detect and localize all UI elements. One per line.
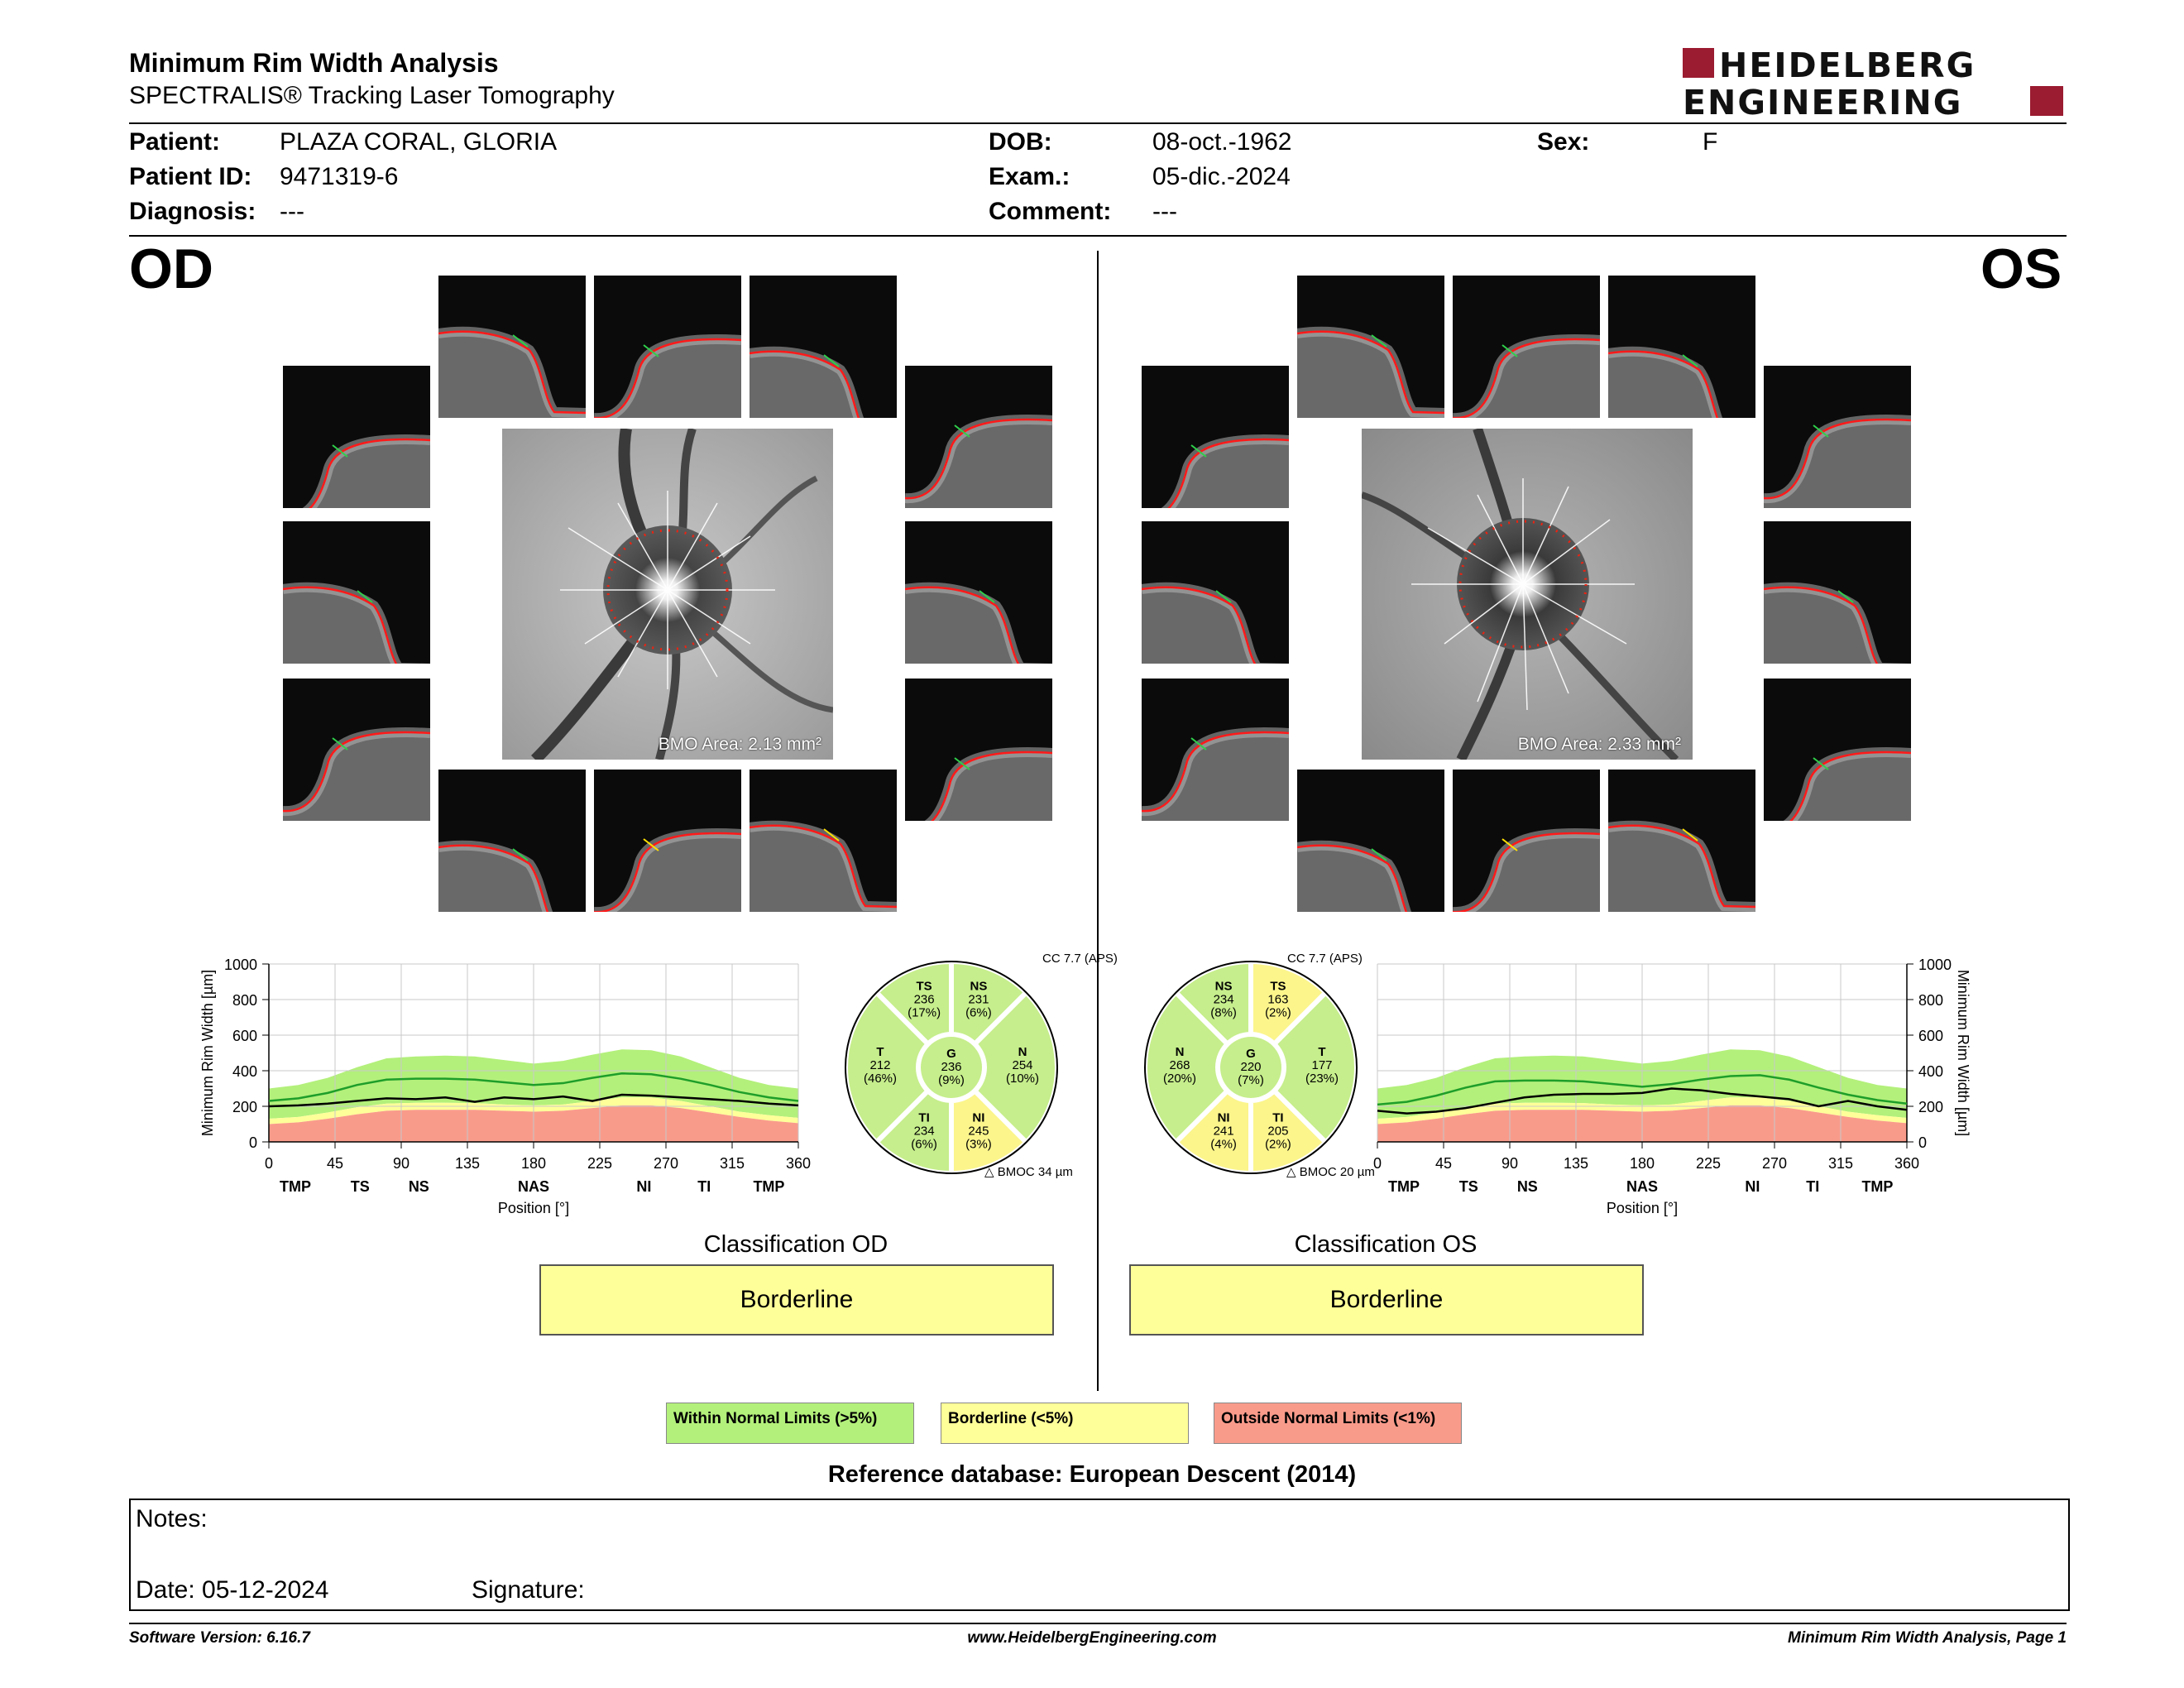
sector-text: N — [1175, 1045, 1185, 1059]
patient-label: Patient: — [129, 128, 221, 156]
report-title: Minimum Rim Width Analysis — [129, 48, 499, 78]
sector-text: (6%) — [965, 1005, 992, 1020]
sector-text: (20%) — [1162, 1072, 1197, 1086]
sector-text: 236 — [941, 1060, 962, 1074]
bscan-tile — [1608, 770, 1755, 912]
sector-text: G — [946, 1047, 956, 1061]
bscan-tile — [594, 770, 741, 912]
sector-text: (2%) — [1265, 1137, 1291, 1152]
bscan-tile — [1142, 521, 1289, 664]
exam-value: 05-dic.-2024 — [1152, 163, 1291, 190]
bscan-tile — [905, 366, 1052, 508]
x-tick-label: 180 — [1629, 1155, 1655, 1172]
legend-outside: Outside Normal Limits (<1%) — [1214, 1403, 1462, 1444]
svg-text:ENGINEERING: ENGINEERING — [1683, 83, 1963, 117]
bscan-tile — [1608, 276, 1755, 418]
fundus-image-od — [502, 429, 833, 760]
classification-heading-os: Classification OS — [1294, 1231, 1478, 1258]
bmoc-label-os: △ BMOC 20 µm — [1286, 1165, 1375, 1179]
x-tick-label: 180 — [520, 1155, 547, 1172]
fundus-image-os — [1362, 429, 1693, 760]
y-tick-label: 0 — [1918, 1134, 1928, 1151]
comment-label: Comment: — [989, 198, 1112, 225]
legend-borderline: Borderline (<5%) — [941, 1403, 1189, 1444]
sector-axis-label: NI — [1745, 1178, 1760, 1195]
patient-id-label: Patient ID: — [129, 163, 252, 190]
sex-value: F — [1703, 128, 1718, 156]
bscan-tile — [1453, 770, 1600, 912]
svg-text:HEIDELBERG: HEIDELBERG — [1719, 46, 1976, 85]
sector-text: (8%) — [1210, 1005, 1237, 1020]
bmoc-label-od: △ BMOC 34 µm — [984, 1165, 1073, 1179]
bscan-tile — [283, 366, 430, 508]
x-tick-label: 90 — [1501, 1155, 1519, 1172]
sector-text: (46%) — [863, 1072, 898, 1086]
bscan-tile — [1142, 679, 1289, 821]
sector-text: 234 — [913, 1124, 935, 1139]
signature-label: Signature: — [472, 1576, 585, 1604]
x-tick-label: 270 — [1761, 1155, 1788, 1172]
reference-database: Reference database: European Descent (2014) — [827, 1461, 1357, 1488]
classification-box-od: Borderline — [539, 1264, 1054, 1336]
sector-text: 236 — [913, 992, 935, 1007]
y-tick-label: 800 — [1918, 992, 1944, 1009]
bscan-tile — [1764, 521, 1911, 664]
sector-text: 234 — [1213, 992, 1234, 1007]
x-tick-label: 90 — [392, 1155, 410, 1172]
sector-text: 205 — [1267, 1124, 1289, 1139]
bscan-tile — [1764, 679, 1911, 821]
exam-label: Exam.: — [989, 163, 1070, 190]
sector-text: 254 — [1012, 1058, 1033, 1072]
y-tick-label: 1000 — [223, 957, 257, 973]
notes-label: Notes: — [136, 1505, 208, 1532]
eye-label-os: OS — [1980, 237, 2062, 300]
x-tick-label: 135 — [454, 1155, 481, 1172]
x-tick-label: 225 — [587, 1155, 613, 1172]
page-label: Minimum Rim Width Analysis, Page 1 — [1788, 1629, 2067, 1647]
eye-divider — [1097, 251, 1099, 1391]
sector-text: 220 — [1240, 1060, 1262, 1074]
sector-axis-label: TI — [1806, 1178, 1820, 1195]
y-tick-label: 200 — [232, 1099, 257, 1115]
dob-value: 08-oct.-1962 — [1152, 128, 1292, 156]
bscan-tile — [905, 521, 1052, 664]
sector-axis-label: TMP — [280, 1178, 311, 1195]
legend-normal: Within Normal Limits (>5%) — [666, 1403, 914, 1444]
x-tick-label: 360 — [785, 1155, 812, 1172]
mrw-chart-os — [1357, 952, 2002, 1233]
sector-text: NS — [1214, 979, 1233, 994]
sector-text: 245 — [968, 1124, 989, 1139]
x-tick-label: 315 — [719, 1155, 745, 1172]
x-tick-label: 135 — [1563, 1155, 1589, 1172]
x-tick-label: 45 — [326, 1155, 344, 1172]
bscan-tile — [1142, 366, 1289, 508]
sector-text: NI — [972, 1110, 985, 1125]
y-tick-label: 600 — [1918, 1028, 1944, 1044]
bscan-tile — [1297, 770, 1444, 912]
report-subtitle: SPECTRALIS® Tracking Laser Tomography — [129, 82, 615, 109]
y-axis-label: Minimum Rim Width [µm] — [199, 969, 216, 1137]
y-tick-label: 800 — [232, 992, 257, 1009]
sector-text: N — [1018, 1045, 1027, 1059]
sector-text: (9%) — [938, 1073, 965, 1087]
sector-axis-label: TMP — [1388, 1178, 1420, 1195]
sector-axis-label: NS — [408, 1178, 429, 1195]
mrw-chart-od — [190, 952, 836, 1233]
sector-text: TS — [1270, 979, 1286, 994]
sector-text: (2%) — [1265, 1005, 1291, 1020]
x-tick-label: 0 — [1372, 1155, 1382, 1172]
y-tick-label: 600 — [232, 1028, 257, 1044]
patient-id: 9471319-6 — [280, 163, 399, 190]
bscan-tile — [283, 521, 430, 664]
sector-text: NS — [970, 979, 988, 994]
sector-text: (4%) — [1210, 1137, 1237, 1152]
sex-label: Sex: — [1537, 128, 1590, 156]
sector-pie-os — [1137, 953, 1365, 1182]
y-tick-label: 1000 — [1918, 957, 1952, 973]
sector-text: 241 — [1213, 1124, 1234, 1139]
sector-text: 231 — [968, 992, 989, 1007]
bscan-tile — [905, 679, 1052, 821]
sector-text: (17%) — [908, 1005, 941, 1020]
bscan-tile — [750, 770, 897, 912]
y-tick-label: 400 — [232, 1063, 257, 1080]
bscan-tile — [1764, 366, 1911, 508]
bscan-tile — [438, 770, 586, 912]
bmo-area-os: BMO Area: 2.33 mm² — [1517, 735, 1681, 754]
date-label: Date: 05-12-2024 — [136, 1576, 329, 1604]
sector-text: (7%) — [1238, 1073, 1264, 1087]
x-tick-label: 270 — [653, 1155, 679, 1172]
bscan-tile — [1453, 276, 1600, 418]
sector-text: TI — [1272, 1110, 1284, 1125]
x-axis-label: Position [°] — [497, 1200, 570, 1216]
sector-axis-label: TMP — [753, 1178, 785, 1195]
website-link[interactable]: www.HeidelbergEngineering.com — [967, 1629, 1217, 1647]
bscan-tile — [1297, 276, 1444, 418]
y-axis-label: Minimum Rim Width [µm] — [1955, 969, 1971, 1137]
bscan-tile — [594, 276, 741, 418]
y-tick-label: 200 — [1918, 1099, 1944, 1115]
notes-box[interactable] — [129, 1499, 2070, 1611]
y-tick-label: 0 — [248, 1134, 257, 1151]
sector-text: (3%) — [965, 1137, 992, 1152]
dob-label: DOB: — [989, 128, 1052, 156]
sector-text: 177 — [1311, 1058, 1333, 1072]
bscan-tile — [283, 679, 430, 821]
software-version: Software Version: 6.16.7 — [129, 1629, 310, 1647]
sector-axis-label: NI — [636, 1178, 652, 1195]
y-tick-label: 400 — [1918, 1063, 1944, 1080]
sector-axis-label: TS — [350, 1178, 370, 1195]
eye-label-od: OD — [129, 237, 213, 300]
x-tick-label: 225 — [1695, 1155, 1722, 1172]
sector-axis-label: TS — [1458, 1178, 1478, 1195]
sector-pie-od — [837, 953, 1066, 1182]
x-tick-label: 315 — [1827, 1155, 1854, 1172]
diagnosis-value: --- — [280, 198, 304, 225]
bmo-area-od: BMO Area: 2.13 mm² — [658, 735, 821, 754]
x-tick-label: 360 — [1894, 1155, 1920, 1172]
classification-box-os: Borderline — [1129, 1264, 1644, 1336]
sector-axis-label: NAS — [1626, 1178, 1659, 1195]
x-tick-label: 45 — [1434, 1155, 1453, 1172]
sector-text: T — [876, 1045, 884, 1059]
sector-text: NI — [1217, 1110, 1230, 1125]
sector-text: (6%) — [911, 1137, 937, 1152]
sector-text: TI — [918, 1110, 930, 1125]
sector-text: 268 — [1169, 1058, 1190, 1072]
comment-value: --- — [1152, 198, 1177, 225]
sector-text: T — [1318, 1045, 1326, 1059]
classification-heading-od: Classification OD — [703, 1231, 888, 1258]
bscan-tile — [750, 276, 897, 418]
bscan-tile — [438, 276, 586, 418]
sector-text: (10%) — [1005, 1072, 1040, 1086]
patient-name: PLAZA CORAL, GLORIA — [280, 128, 558, 156]
sector-axis-label: TMP — [1861, 1178, 1894, 1195]
sector-text: (23%) — [1305, 1072, 1339, 1086]
cc-label-od: CC 7.7 (APS) — [1042, 952, 1118, 966]
sector-axis-label: NAS — [517, 1178, 550, 1195]
sector-text: 212 — [869, 1058, 891, 1072]
sector-axis-label: TI — [697, 1178, 711, 1195]
sector-text: 163 — [1267, 992, 1289, 1007]
x-axis-label: Position [°] — [1606, 1200, 1679, 1216]
sector-text: TS — [916, 979, 932, 994]
sector-axis-label: NS — [1516, 1178, 1538, 1195]
sector-text: G — [1246, 1047, 1256, 1061]
diagnosis-label: Diagnosis: — [129, 198, 256, 225]
heidelberg-logo — [1683, 46, 2067, 117]
x-tick-label: 0 — [264, 1155, 274, 1172]
cc-label-os: CC 7.7 (APS) — [1287, 952, 1363, 966]
